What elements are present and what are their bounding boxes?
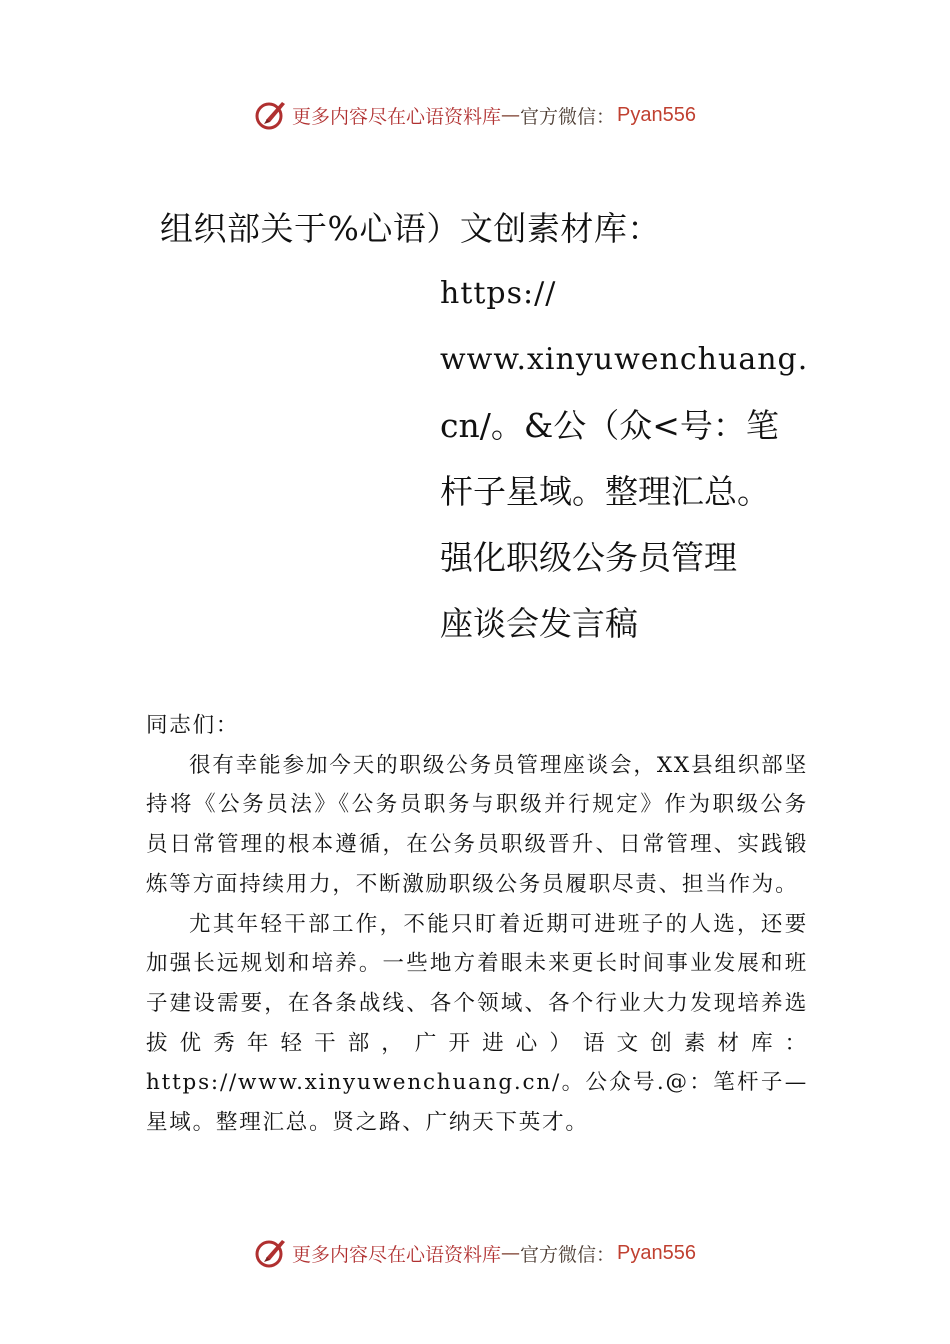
body-paragraph: 尤其年轻干部工作，不能只盯着近期可进班子的人选，还要加强长远规划和培养。一些地方着眼未来更长时间事业发展和班子建设需要，在各条战线、各个领域、各个行业大力发现培养选拔优秀年轻干部，广开进心）语文创素材库：https://www.xinyuwenchuang.cn/。公众号.@：笔杆子—星域。整理汇总。贤之路、广纳天下英才。 xyxy=(146,911,808,1136)
document-title-first-line: 组织部关于%心语）文创素材库： xyxy=(160,209,661,248)
title-line: 杆子星域。整理汇总。 xyxy=(440,472,770,511)
document-title-block xyxy=(440,268,810,664)
banner-wechat-id: Pyan556 xyxy=(617,103,696,126)
greeting: 同志们： xyxy=(146,713,240,738)
footer-banner xyxy=(0,1233,950,1273)
body-paragraph: 很有幸能参加今天的职级公务员管理座谈会，XX县组织部坚持将《公务员法》《公务员职务与职级并行规定》作为职级公务员日常管理的根本遵循，在公务员职级晋升、日常管理、实践锻炼等方面持续用力，不断激励职级公务员履职尽责、担当作为。 xyxy=(146,752,808,897)
banner-separator: — xyxy=(501,104,521,126)
title-line: www.xinyuwenchuang. xyxy=(440,342,809,377)
banner-wechat-label: 官方微信： xyxy=(520,1243,616,1266)
banner-wechat-label: 官方微信： xyxy=(520,105,616,128)
banner-separator: — xyxy=(501,1242,521,1264)
banner-main-text: 更多内容尽在心语资料库 xyxy=(292,1243,502,1266)
document-body xyxy=(146,706,808,1143)
title-line: 座谈会发言稿 xyxy=(440,604,638,643)
banner-wechat-id: Pyan556 xyxy=(617,1241,696,1264)
title-line: https:// xyxy=(440,276,557,311)
header-banner xyxy=(0,95,950,135)
quill-pen-logo-icon xyxy=(254,1236,288,1270)
title-line: cn/。&公（众<号：笔 xyxy=(440,406,779,445)
quill-pen-logo-icon xyxy=(254,98,288,132)
title-line: 强化职级公务员管理 xyxy=(440,538,737,577)
banner-main-text: 更多内容尽在心语资料库 xyxy=(292,105,502,128)
